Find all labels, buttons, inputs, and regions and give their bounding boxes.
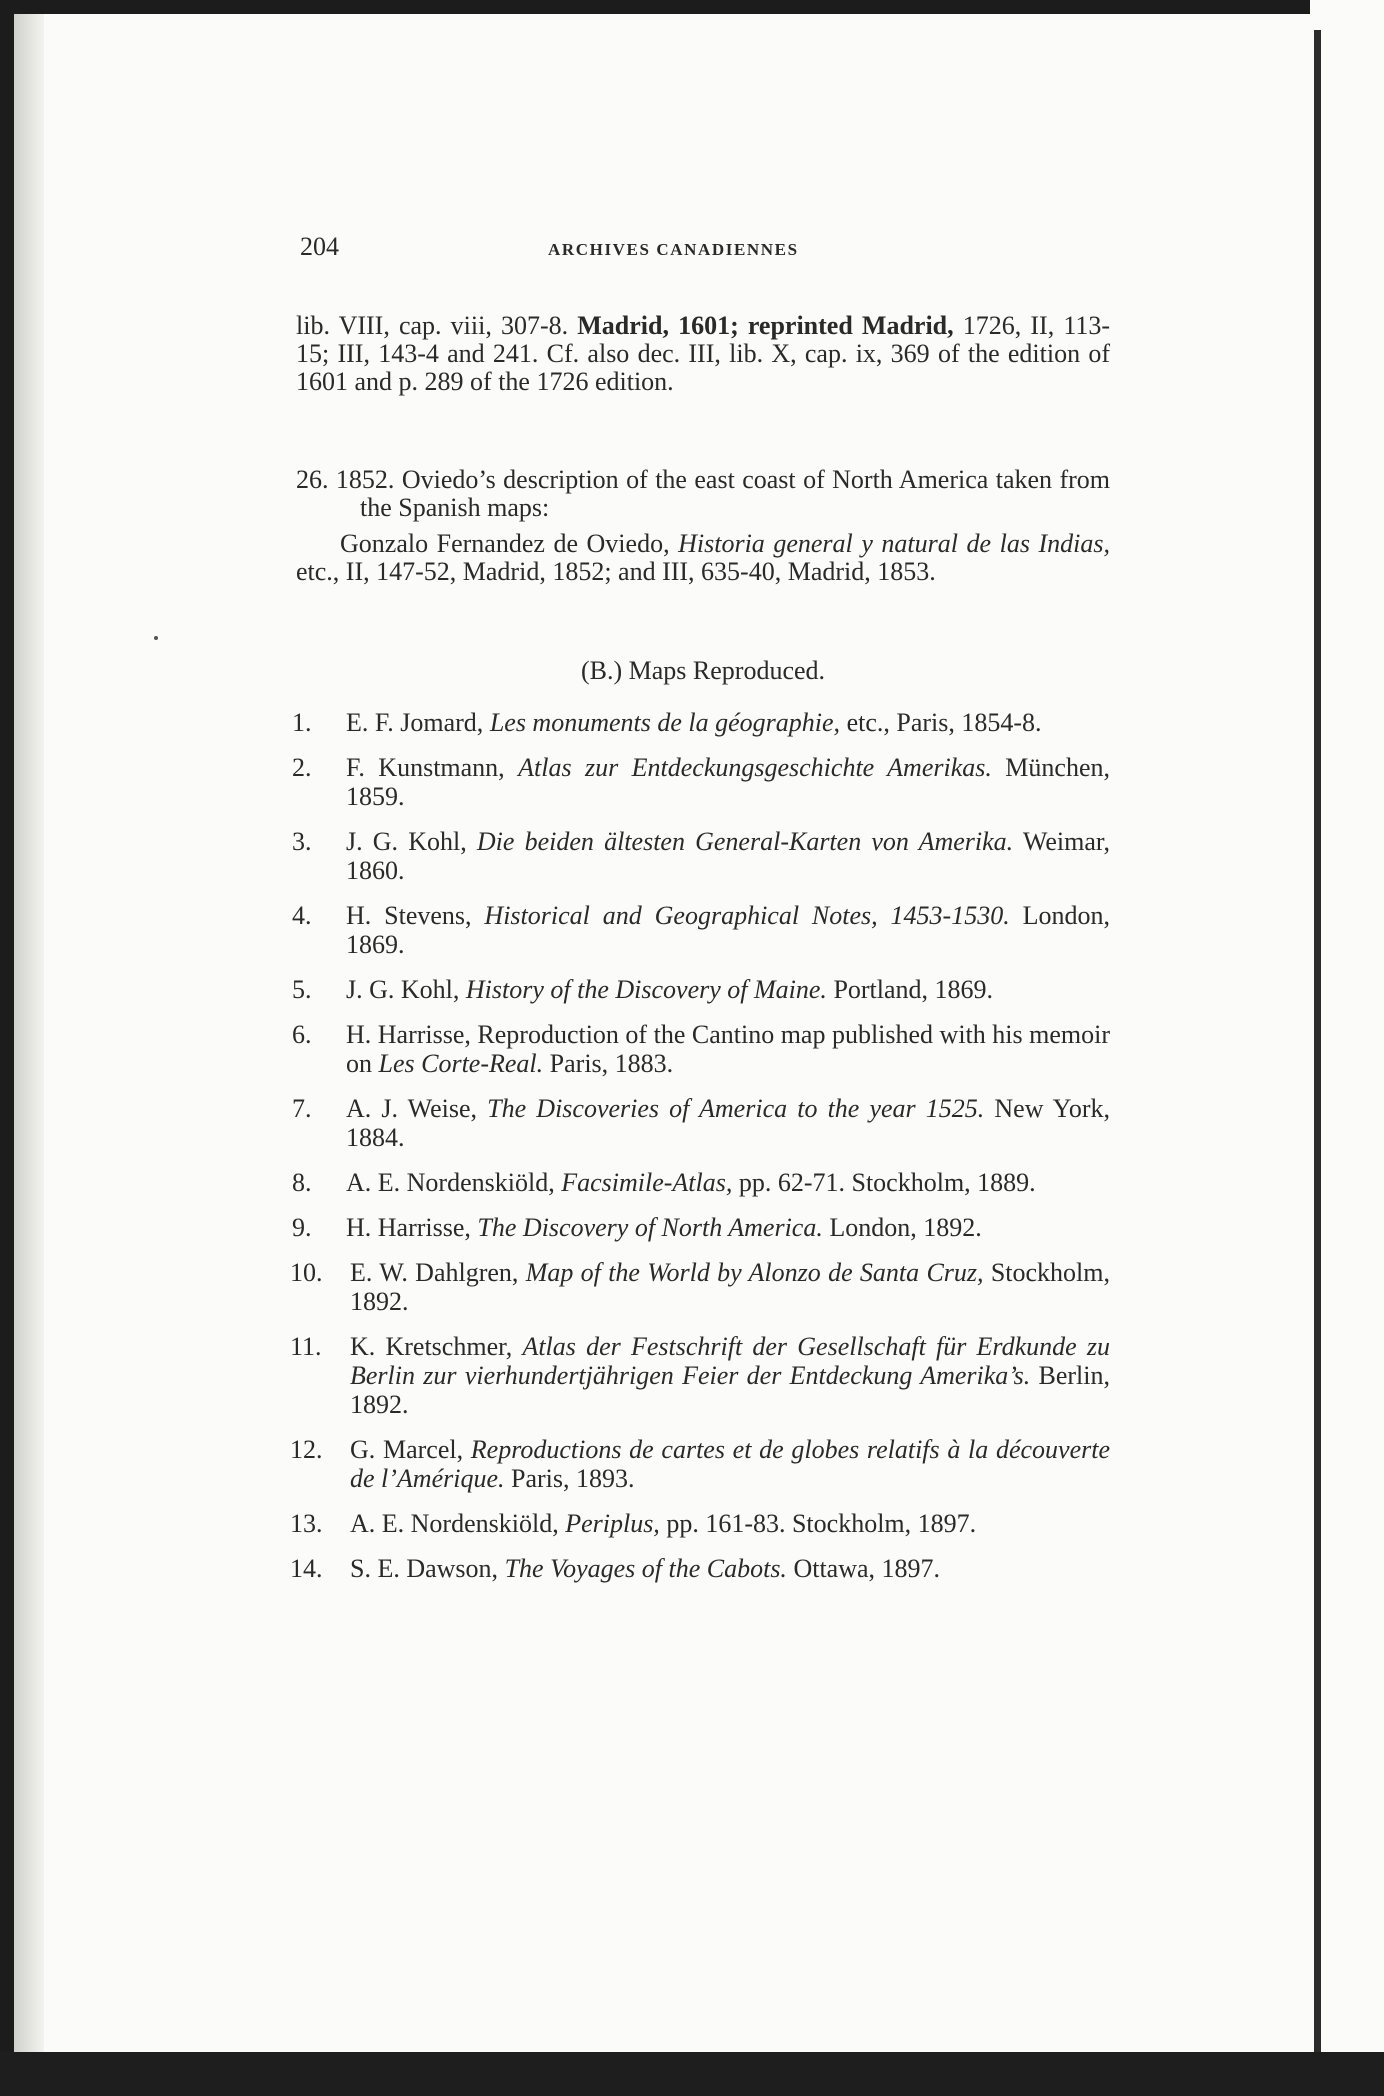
entry-26-cite-author: Gonzalo Fernandez de Oviedo, bbox=[340, 529, 679, 558]
list-item-body bbox=[346, 901, 1110, 959]
list-item-author: J. G. Kohl, bbox=[346, 827, 477, 856]
list-item-body bbox=[346, 827, 1110, 885]
list-item-rest: Paris, 1883. bbox=[543, 1049, 674, 1078]
list-item-rest: London, 1892. bbox=[822, 1213, 982, 1242]
list-item-author: S. E. Dawson, bbox=[350, 1554, 505, 1583]
list-item-author: A. E. Nordenskiöld, bbox=[346, 1168, 562, 1197]
list-item-title: Reproductions de cartes et de globes relatifs à la découverte de l’Amérique. bbox=[350, 1435, 1110, 1493]
list-item-body bbox=[350, 1258, 1110, 1316]
maps-reproduced-list bbox=[292, 708, 1110, 1599]
list-item-author: K. Kretschmer, bbox=[350, 1332, 523, 1361]
list-item bbox=[292, 901, 1110, 959]
list-item-body bbox=[346, 1168, 1110, 1197]
list-item-rest: pp. 62-71. Stockholm, 1889. bbox=[732, 1168, 1036, 1197]
list-item-rest: Berlin, 1892. bbox=[350, 1361, 1110, 1419]
list-item-author: A. J. Weise, bbox=[346, 1094, 488, 1123]
entry-26-cite-rest: etc., II, 147-52, Madrid, 1852; and III, 635-40, Madrid, 1853. bbox=[296, 557, 936, 586]
list-item-rest: Weimar, 1860. bbox=[346, 827, 1110, 885]
list-item bbox=[292, 1094, 1110, 1152]
list-item-author: E. W. Dahlgren, bbox=[350, 1258, 526, 1287]
list-item-rest: etc., Paris, 1854-8. bbox=[840, 708, 1042, 737]
list-item-number: 9. bbox=[292, 1213, 312, 1242]
list-item bbox=[292, 975, 1110, 1004]
list-item bbox=[292, 1020, 1110, 1078]
list-item-number: 14. bbox=[290, 1554, 323, 1583]
list-item-rest: New York, 1884. bbox=[346, 1094, 1110, 1152]
list-item-body bbox=[350, 1435, 1110, 1493]
continuation-bold-text: Madrid, 1601; reprinted Madrid, bbox=[577, 311, 954, 340]
list-item-number: 3. bbox=[292, 827, 312, 856]
entry-26-number: 26. bbox=[296, 465, 329, 494]
list-item-title: The Discovery of North America. bbox=[477, 1213, 823, 1242]
list-item-number: 10. bbox=[290, 1258, 323, 1287]
entry-26-heading-text: 1852. Oviedo’s description of the east coast of North America taken from the Spanish maps: bbox=[328, 465, 1110, 522]
list-item-title: The Voyages of the Cabots. bbox=[504, 1554, 787, 1583]
list-item-body bbox=[350, 1332, 1110, 1419]
list-item bbox=[292, 1435, 1110, 1493]
list-item-title: History of the Discovery of Maine. bbox=[465, 975, 827, 1004]
list-item-title: Facsimile-Atlas, bbox=[561, 1168, 733, 1197]
entry-26-cite-title: Historia general y natural de las Indias, bbox=[678, 529, 1110, 558]
entry-26-citation bbox=[296, 530, 1110, 586]
list-item-body bbox=[346, 1020, 1110, 1078]
list-item-number: 2. bbox=[292, 753, 312, 782]
continuation-text-1: lib. VIII, cap. viii, 307-8. bbox=[296, 311, 578, 340]
list-item-author: H. Stevens, bbox=[346, 901, 485, 930]
list-item-number: 11. bbox=[290, 1332, 322, 1361]
list-item bbox=[292, 1168, 1110, 1197]
list-item bbox=[292, 1509, 1110, 1538]
facing-page-edge bbox=[1310, 0, 1384, 2096]
list-item-title: Historical and Geographical Notes, 1453-1530. bbox=[484, 901, 1010, 930]
list-item-author: J. G. Kohl, bbox=[346, 975, 466, 1004]
list-item-rest: Ottawa, 1897. bbox=[786, 1554, 941, 1583]
list-item-title: Les Corte-Real. bbox=[378, 1049, 544, 1078]
list-item-rest: Stockholm, 1892. bbox=[350, 1258, 1111, 1316]
scan-speck bbox=[154, 636, 158, 640]
list-item-author: H. Harrisse, Reproduction of the Cantino map published with his memoir on bbox=[346, 1020, 1110, 1078]
list-item-author: E. F. Jomard, bbox=[346, 708, 490, 737]
list-item-body bbox=[346, 708, 1110, 737]
list-item-body bbox=[346, 1213, 1110, 1242]
entry-26-heading bbox=[296, 466, 1110, 522]
list-item-rest: London, 1869. bbox=[346, 901, 1110, 959]
list-item-author: A. E. Nordenskiöld, bbox=[350, 1509, 566, 1538]
running-head: ARCHIVES CANADIENNES bbox=[548, 240, 799, 259]
list-item-number: 7. bbox=[292, 1094, 312, 1123]
list-item-rest: München, 1859. bbox=[346, 753, 1110, 811]
page-header bbox=[300, 232, 1110, 266]
list-item bbox=[292, 1554, 1110, 1583]
list-item-title: Les monuments de la géographie, bbox=[489, 708, 841, 737]
list-item-title: Periplus, bbox=[565, 1509, 660, 1538]
list-item-title: Atlas der Festschrift der Gesellschaft für Erdkunde zu Berlin zur vierhundertjährigen Feier der Entdeckung Amerika’s. bbox=[350, 1332, 1110, 1390]
page-number: 204 bbox=[300, 232, 339, 261]
list-item-number: 6. bbox=[292, 1020, 312, 1049]
list-item bbox=[292, 708, 1110, 737]
facing-page-border bbox=[1314, 30, 1321, 2080]
list-item-number: 8. bbox=[292, 1168, 312, 1197]
list-item bbox=[292, 1332, 1110, 1419]
list-item-rest: pp. 161-83. Stockholm, 1897. bbox=[659, 1509, 977, 1538]
list-item-title: The Discoveries of America to the year 1525. bbox=[487, 1094, 985, 1123]
list-item-title: Map of the World by Alonzo de Santa Cruz, bbox=[525, 1258, 984, 1287]
scan-bottom-border bbox=[0, 2052, 1384, 2096]
list-item-author: G. Marcel, bbox=[350, 1435, 471, 1464]
list-item bbox=[292, 753, 1110, 811]
section-heading: (B.) Maps Reproduced. bbox=[580, 656, 826, 685]
list-item-author: F. Kunstmann, bbox=[346, 753, 519, 782]
list-item-title: Die beiden ältesten General-Karten von Amerika. bbox=[476, 827, 1014, 856]
list-item bbox=[292, 1258, 1110, 1316]
list-item-body bbox=[346, 753, 1110, 811]
list-item bbox=[292, 1213, 1110, 1242]
list-item-rest: Paris, 1893. bbox=[504, 1464, 635, 1493]
list-item bbox=[292, 827, 1110, 885]
list-item-body bbox=[350, 1554, 1110, 1583]
list-item-number: 1. bbox=[292, 708, 312, 737]
list-item-body bbox=[346, 1094, 1110, 1152]
list-item-number: 4. bbox=[292, 901, 312, 930]
list-item-body bbox=[350, 1509, 1110, 1538]
entry-26 bbox=[296, 466, 1110, 586]
continuation-text-2: 1726, II, 113-15; III, 143-4 and 241. Cf. also dec. III, lib. X, cap. ix, 369 of the edition of 1601 and p. 289 of the 1726 edition. bbox=[296, 311, 1111, 396]
list-item-number: 13. bbox=[290, 1509, 323, 1538]
list-item-title: Atlas zur Entdeckungsgeschichte Amerikas. bbox=[518, 753, 992, 782]
list-item-body bbox=[346, 975, 1110, 1004]
list-item-author: H. Harrisse, bbox=[346, 1213, 478, 1242]
list-item-rest: Portland, 1869. bbox=[826, 975, 994, 1004]
list-item-number: 5. bbox=[292, 975, 312, 1004]
list-item-number: 12. bbox=[290, 1435, 323, 1464]
binding-gutter bbox=[14, 14, 44, 2052]
continuation-paragraph bbox=[296, 312, 1110, 396]
